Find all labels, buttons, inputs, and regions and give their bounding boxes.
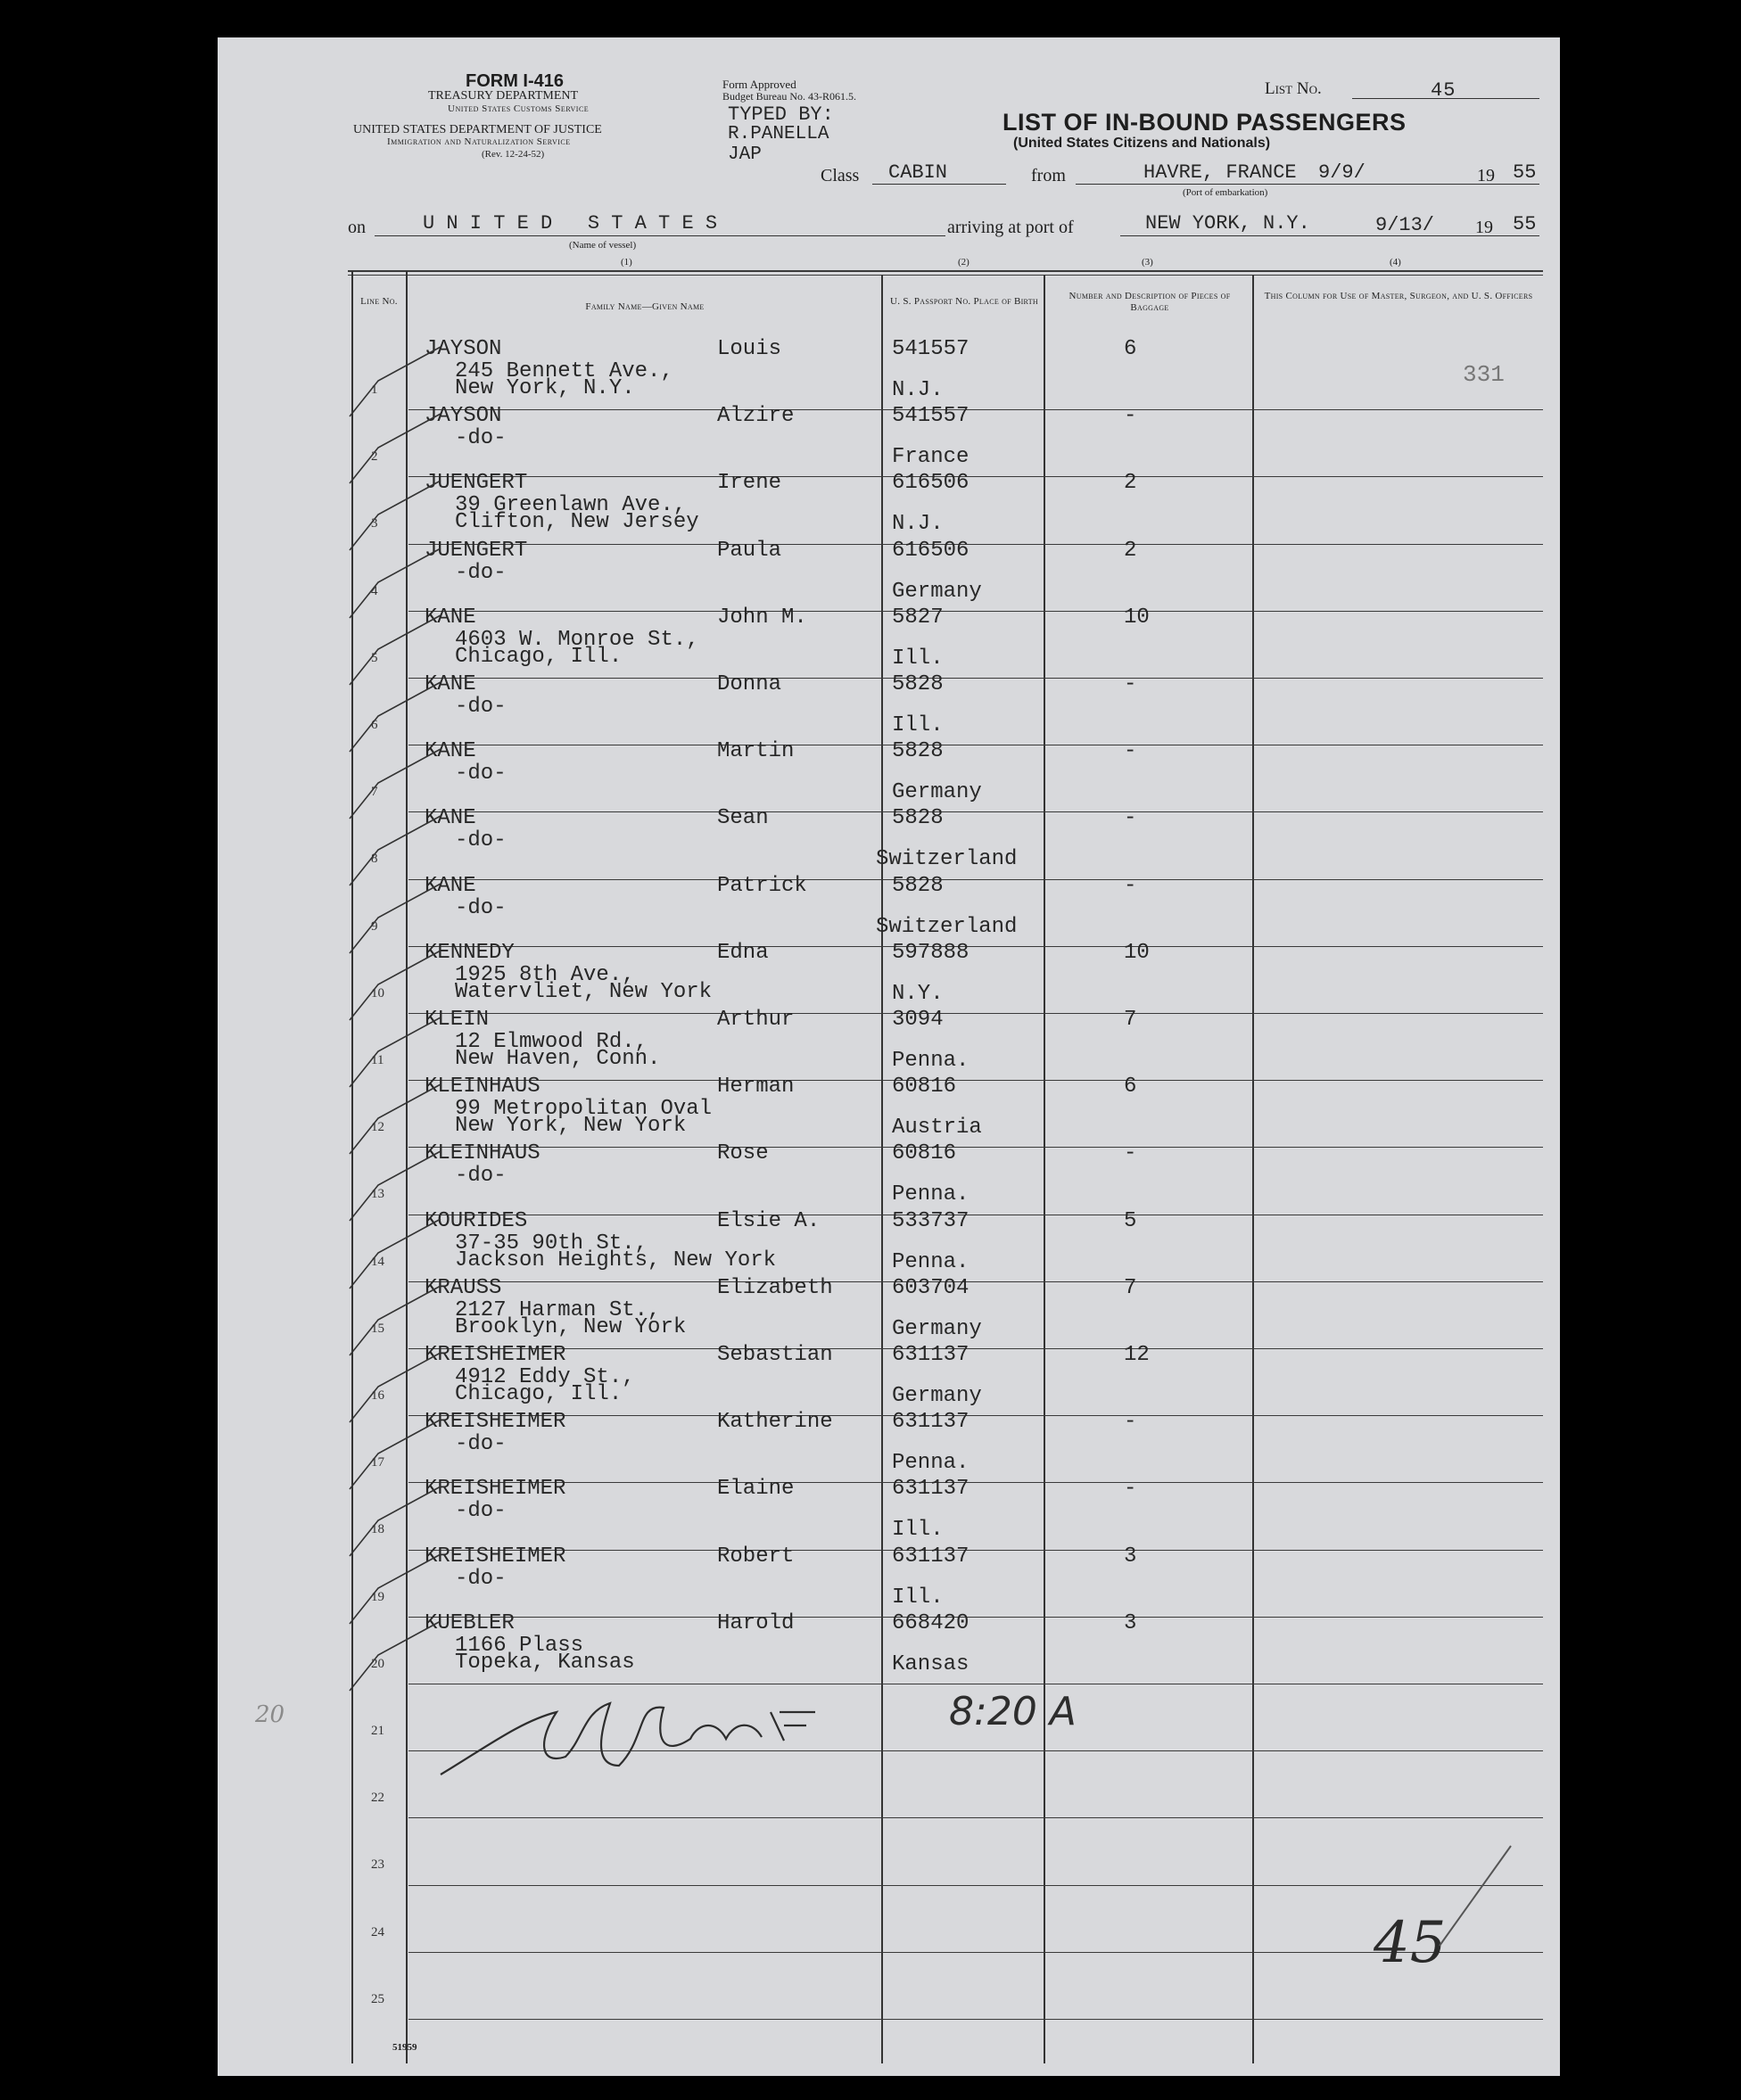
- typed-by-label: TYPED BY:: [728, 103, 834, 126]
- passport-number: 60816: [892, 1141, 957, 1166]
- line-number: 12: [371, 1120, 384, 1135]
- form-number: FORM I-416: [466, 71, 565, 91]
- address-line-2: Brooklyn, New York: [455, 1314, 687, 1339]
- passport-number: 5828: [892, 672, 944, 696]
- place-of-birth: Kansas: [892, 1651, 970, 1676]
- family-name: KANE: [425, 672, 476, 696]
- place-of-birth: Germany: [892, 780, 982, 805]
- column-number-3: (3): [1142, 257, 1153, 268]
- row-rule: [408, 1415, 1543, 1416]
- place-of-birth: Austria: [892, 1116, 982, 1141]
- address-line-1: -do-: [455, 1164, 507, 1189]
- line-number: 6: [371, 718, 378, 732]
- from-underline: [1076, 184, 1539, 185]
- given-name: Rose: [717, 1141, 769, 1166]
- arriving-label: arriving at port of: [947, 218, 1074, 237]
- family-name: KANE: [425, 873, 476, 898]
- treasury-dept: TREASURY DEPARTMENT: [428, 89, 579, 103]
- baggage-count: 3: [1124, 1610, 1137, 1635]
- row-rule: [408, 476, 1543, 477]
- baggage-count: 7: [1124, 1008, 1137, 1032]
- place-of-birth: Germany: [892, 579, 982, 604]
- line-number: 13: [371, 1187, 384, 1202]
- family-name: KLEINHAUS: [425, 1141, 540, 1166]
- place-of-birth: Penna.: [892, 1049, 970, 1073]
- baggage-count: -: [1124, 1477, 1137, 1502]
- line-number: 17: [371, 1455, 384, 1470]
- line-number: 19: [371, 1589, 384, 1604]
- family-name: KENNEDY: [425, 940, 515, 965]
- address-line-2: New York, New York: [455, 1114, 687, 1139]
- family-name: KRAUSS: [425, 1275, 502, 1300]
- form-subtitle: (United States Citizens and Nationals): [1013, 136, 1271, 151]
- line-number: 11: [371, 1053, 384, 1067]
- place-of-birth: Penna.: [892, 1451, 970, 1476]
- place-of-birth: Switzerland: [876, 914, 1018, 939]
- place-of-birth: Penna.: [892, 1249, 970, 1274]
- row-rule: [408, 678, 1543, 679]
- given-name: Martin: [717, 739, 795, 764]
- line-number: 25: [371, 1991, 384, 2006]
- family-name: KREISHEIMER: [425, 1544, 566, 1569]
- header-passport: U. S. Passport No. Place of Birth: [890, 296, 1038, 307]
- line-number: 3: [371, 516, 378, 531]
- address-line-1: -do-: [455, 560, 507, 585]
- row-rule: [408, 1550, 1543, 1551]
- family-name: KANE: [425, 605, 476, 630]
- place-of-birth: Ill.: [892, 646, 944, 671]
- address-line-2: Chicago, Ill.: [455, 1382, 623, 1406]
- address-line-1: -do-: [455, 1499, 507, 1524]
- table-top-rule: [348, 270, 1543, 272]
- given-name: Elizabeth: [717, 1275, 833, 1300]
- place-of-birth: Germany: [892, 1384, 982, 1408]
- row-rule: [408, 544, 1543, 545]
- justice-dept: UNITED STATES DEPARTMENT OF JUSTICE: [353, 123, 602, 136]
- class-underline: [872, 184, 1006, 185]
- given-name: Sebastian: [717, 1343, 833, 1367]
- passport-number: 541557: [892, 404, 970, 429]
- address-line-1: -do-: [455, 828, 507, 853]
- column-number-1: (1): [621, 257, 632, 268]
- given-name: Elaine: [717, 1477, 795, 1502]
- line-number: 23: [371, 1857, 384, 1873]
- given-name: Louis: [717, 337, 782, 361]
- place-of-birth: Ill.: [892, 1585, 944, 1610]
- passport-number: 5827: [892, 605, 944, 630]
- address-line-1: 4603 W. Monroe St.,: [455, 627, 699, 652]
- passport-number: 5828: [892, 873, 944, 898]
- line-number: 21: [371, 1724, 384, 1738]
- given-name: Paula: [717, 538, 782, 563]
- given-name: Herman: [717, 1075, 795, 1099]
- family-name: JAYSON: [425, 404, 502, 429]
- baggage-count: -: [1124, 404, 1137, 429]
- line-number: 14: [371, 1254, 384, 1269]
- row-rule: [408, 611, 1543, 612]
- line-number: 2: [371, 449, 378, 465]
- header-name: Family Name—Given Name: [585, 301, 705, 312]
- address-line-1: 245 Bennett Ave.,: [455, 359, 673, 383]
- baggage-count: -: [1124, 672, 1137, 696]
- column-number-4: (4): [1390, 257, 1401, 268]
- print-code: 51959: [392, 2042, 417, 2053]
- passport-number: 603704: [892, 1275, 970, 1300]
- form-approved: Form Approved: [722, 78, 796, 91]
- line-number: 9: [371, 918, 378, 934]
- row-rule: [408, 811, 1543, 812]
- passport-number: 616506: [892, 538, 970, 563]
- passport-number: 631137: [892, 1477, 970, 1502]
- address-line-1: 4912 Eddy St.,: [455, 1365, 635, 1389]
- given-name: Sean: [717, 806, 769, 831]
- passport-number: 597888: [892, 940, 970, 965]
- row-rule: [408, 2019, 1543, 2020]
- address-line-1: 39 Greenlawn Ave.,: [455, 493, 687, 518]
- arrival-year: 55: [1513, 213, 1537, 235]
- passport-number: 60816: [892, 1075, 957, 1099]
- given-name: Edna: [717, 940, 769, 965]
- embarkation-date: 9/9/: [1318, 161, 1366, 184]
- header-officers: This Column for Use of Master, Surgeon, and U. S. Officers: [1264, 291, 1533, 301]
- row-rule: [408, 879, 1543, 880]
- given-name: John M.: [717, 605, 807, 630]
- passport-number: 631137: [892, 1544, 970, 1569]
- passport-number: 616506: [892, 471, 970, 496]
- line-number: 20: [371, 1656, 384, 1671]
- family-name: KANE: [425, 739, 476, 764]
- place-of-birth: Germany: [892, 1316, 982, 1341]
- baggage-count: 2: [1124, 471, 1137, 496]
- given-name: Harold: [717, 1610, 795, 1635]
- line-number: 15: [371, 1321, 384, 1336]
- place-of-birth: N.Y.: [892, 981, 944, 1006]
- baggage-count: 10: [1124, 605, 1150, 630]
- baggage-count: 7: [1124, 1275, 1137, 1300]
- typist-initials: JAP: [728, 144, 762, 165]
- given-name: Elsie A.: [717, 1208, 821, 1233]
- given-name: Arthur: [717, 1008, 795, 1032]
- address-line-1: -do-: [455, 1432, 507, 1457]
- baggage-count: -: [1124, 1141, 1137, 1166]
- family-name: KREISHEIMER: [425, 1343, 566, 1367]
- address-line-2: Topeka, Kansas: [455, 1650, 635, 1675]
- given-name: Alzire: [717, 404, 795, 429]
- header-line-no: Line No.: [360, 296, 398, 307]
- passport-number: 533737: [892, 1208, 970, 1233]
- place-of-birth: N.J.: [892, 378, 944, 402]
- family-name: JUENGERT: [425, 538, 528, 563]
- form-title: LIST OF IN-BOUND PASSENGERS: [1003, 109, 1407, 136]
- given-name: Donna: [717, 672, 782, 696]
- address-line-1: 12 Elmwood Rd.,: [455, 1030, 648, 1054]
- form-revision: (Rev. 12-24-52): [482, 149, 545, 160]
- row-rule: [408, 946, 1543, 947]
- vessel-underline: [375, 235, 945, 236]
- arrival-year-prefix: 19: [1475, 218, 1493, 237]
- arrival-date: 9/13/: [1375, 214, 1435, 236]
- place-of-birth: Ill.: [892, 713, 944, 737]
- family-name: KLEIN: [425, 1008, 490, 1032]
- form-page: [218, 37, 1560, 2076]
- page-number-mark: 45: [1374, 1910, 1447, 1976]
- address-line-1: -do-: [455, 1566, 507, 1591]
- line-number: 16: [371, 1388, 384, 1403]
- given-name: Patrick: [717, 873, 807, 898]
- family-name: JUENGERT: [425, 471, 528, 496]
- class-value: CABIN: [888, 161, 948, 184]
- address-line-2: New York, N.Y.: [455, 376, 635, 400]
- address-line-1: -do-: [455, 895, 507, 920]
- row-rule: [408, 1080, 1543, 1081]
- baggage-count: 3: [1124, 1544, 1137, 1569]
- class-label: Class: [821, 166, 860, 185]
- line-number: 5: [371, 650, 378, 665]
- given-name: Irene: [717, 471, 782, 496]
- address-line-1: -do-: [455, 695, 507, 719]
- address-line-1: -do-: [455, 762, 507, 786]
- signature-time: 8:20 A: [949, 1689, 1077, 1734]
- baggage-count: 6: [1124, 337, 1137, 361]
- line-number: 4: [371, 583, 378, 598]
- header-baggage: Number and Description of Pieces of Baggage: [1069, 291, 1231, 313]
- budget-bureau: Budget Bureau No. 43-R061.5.: [722, 90, 856, 103]
- embarkation-caption: (Port of embarkation): [1183, 187, 1268, 198]
- given-name: Robert: [717, 1544, 795, 1569]
- address-line-1: 1925 8th Ave.,: [455, 962, 635, 987]
- vessel-caption: (Name of vessel): [569, 240, 637, 251]
- address-line-1: 1166 Plass: [455, 1633, 584, 1658]
- line-number: 10: [371, 985, 384, 1001]
- arrival-port: NEW YORK, N.Y.: [1145, 212, 1310, 235]
- customs-service: United States Customs Service: [448, 103, 590, 114]
- line-number: 22: [371, 1791, 384, 1806]
- passport-number: 631137: [892, 1343, 970, 1367]
- place-of-birth: Penna.: [892, 1182, 970, 1207]
- address-line-1: -do-: [455, 426, 507, 451]
- line-number: 18: [371, 1522, 384, 1537]
- list-no-label: List No.: [1265, 79, 1322, 98]
- row-rule: [408, 1281, 1543, 1282]
- address-line-2: Watervliet, New York: [455, 979, 713, 1004]
- passport-number: 5828: [892, 739, 944, 764]
- row-rule: [408, 1147, 1543, 1148]
- list-number: 45: [1431, 79, 1456, 102]
- embarkation-year-prefix: 19: [1477, 166, 1495, 185]
- baggage-count: 12: [1124, 1343, 1150, 1367]
- address-line-2: Chicago, Ill.: [455, 644, 623, 669]
- row-rule: [408, 1348, 1543, 1349]
- row-rule: [408, 1013, 1543, 1014]
- address-line-1: 37-35 90th St.,: [455, 1231, 648, 1256]
- baggage-count: -: [1124, 739, 1137, 764]
- embarkation-port: HAVRE, FRANCE: [1143, 161, 1297, 184]
- table-top-rule-2: [348, 275, 1543, 276]
- address-line-1: 99 Metropolitan Oval: [455, 1097, 713, 1122]
- baggage-count: -: [1124, 806, 1137, 831]
- row-rule: [408, 1817, 1543, 1818]
- typist-name: R.PANELLA: [728, 124, 829, 144]
- family-name: KANE: [425, 806, 476, 831]
- passport-number: 668420: [892, 1610, 970, 1635]
- family-name: KOURIDES: [425, 1208, 528, 1233]
- address-line-1: 2127 Harman St.,: [455, 1297, 661, 1322]
- row-rule: [408, 1885, 1543, 1886]
- passport-number: 631137: [892, 1410, 970, 1435]
- baggage-count: 2: [1124, 538, 1137, 563]
- column-number-2: (2): [958, 257, 970, 268]
- ins-service: Immigration and Naturalization Service: [387, 136, 571, 147]
- baggage-count: -: [1124, 1410, 1137, 1435]
- officer-note: 331: [1463, 361, 1505, 388]
- place-of-birth: France: [892, 445, 970, 470]
- passport-number: 541557: [892, 337, 970, 361]
- baggage-count: 6: [1124, 1075, 1137, 1099]
- row-rule: [408, 409, 1543, 410]
- line-number: 24: [371, 1924, 384, 1939]
- place-of-birth: N.J.: [892, 512, 944, 537]
- family-name: KLEINHAUS: [425, 1075, 540, 1099]
- given-name: Katherine: [717, 1410, 833, 1435]
- row-rule: [408, 1482, 1543, 1483]
- from-label: from: [1031, 166, 1066, 185]
- line-number: 7: [371, 785, 378, 800]
- vessel-name: U N I T E D S T A T E S: [423, 212, 718, 235]
- address-line-2: Clifton, New Jersey: [455, 510, 699, 535]
- margin-pencil-mark: 20: [255, 1701, 285, 1728]
- baggage-count: -: [1124, 873, 1137, 898]
- handwritten-signature: [432, 1685, 931, 1783]
- address-line-2: Jackson Heights, New York: [455, 1248, 777, 1272]
- embarkation-year: 55: [1513, 161, 1537, 184]
- place-of-birth: Ill.: [892, 1518, 944, 1543]
- row-rule: [408, 1617, 1543, 1618]
- family-name: JAYSON: [425, 337, 502, 361]
- passport-number: 3094: [892, 1008, 944, 1032]
- baggage-count: 5: [1124, 1208, 1137, 1233]
- line-number: 1: [371, 383, 378, 397]
- place-of-birth: Switzerland: [876, 847, 1018, 872]
- passport-number: 5828: [892, 806, 944, 831]
- baggage-count: 10: [1124, 940, 1150, 965]
- on-label: on: [348, 218, 366, 237]
- address-line-2: New Haven, Conn.: [455, 1047, 661, 1071]
- family-name: KREISHEIMER: [425, 1477, 566, 1502]
- family-name: KUEBLER: [425, 1610, 515, 1635]
- family-name: KREISHEIMER: [425, 1410, 566, 1435]
- page-mark-slash: [1431, 1839, 1520, 1955]
- line-number: 8: [371, 852, 378, 867]
